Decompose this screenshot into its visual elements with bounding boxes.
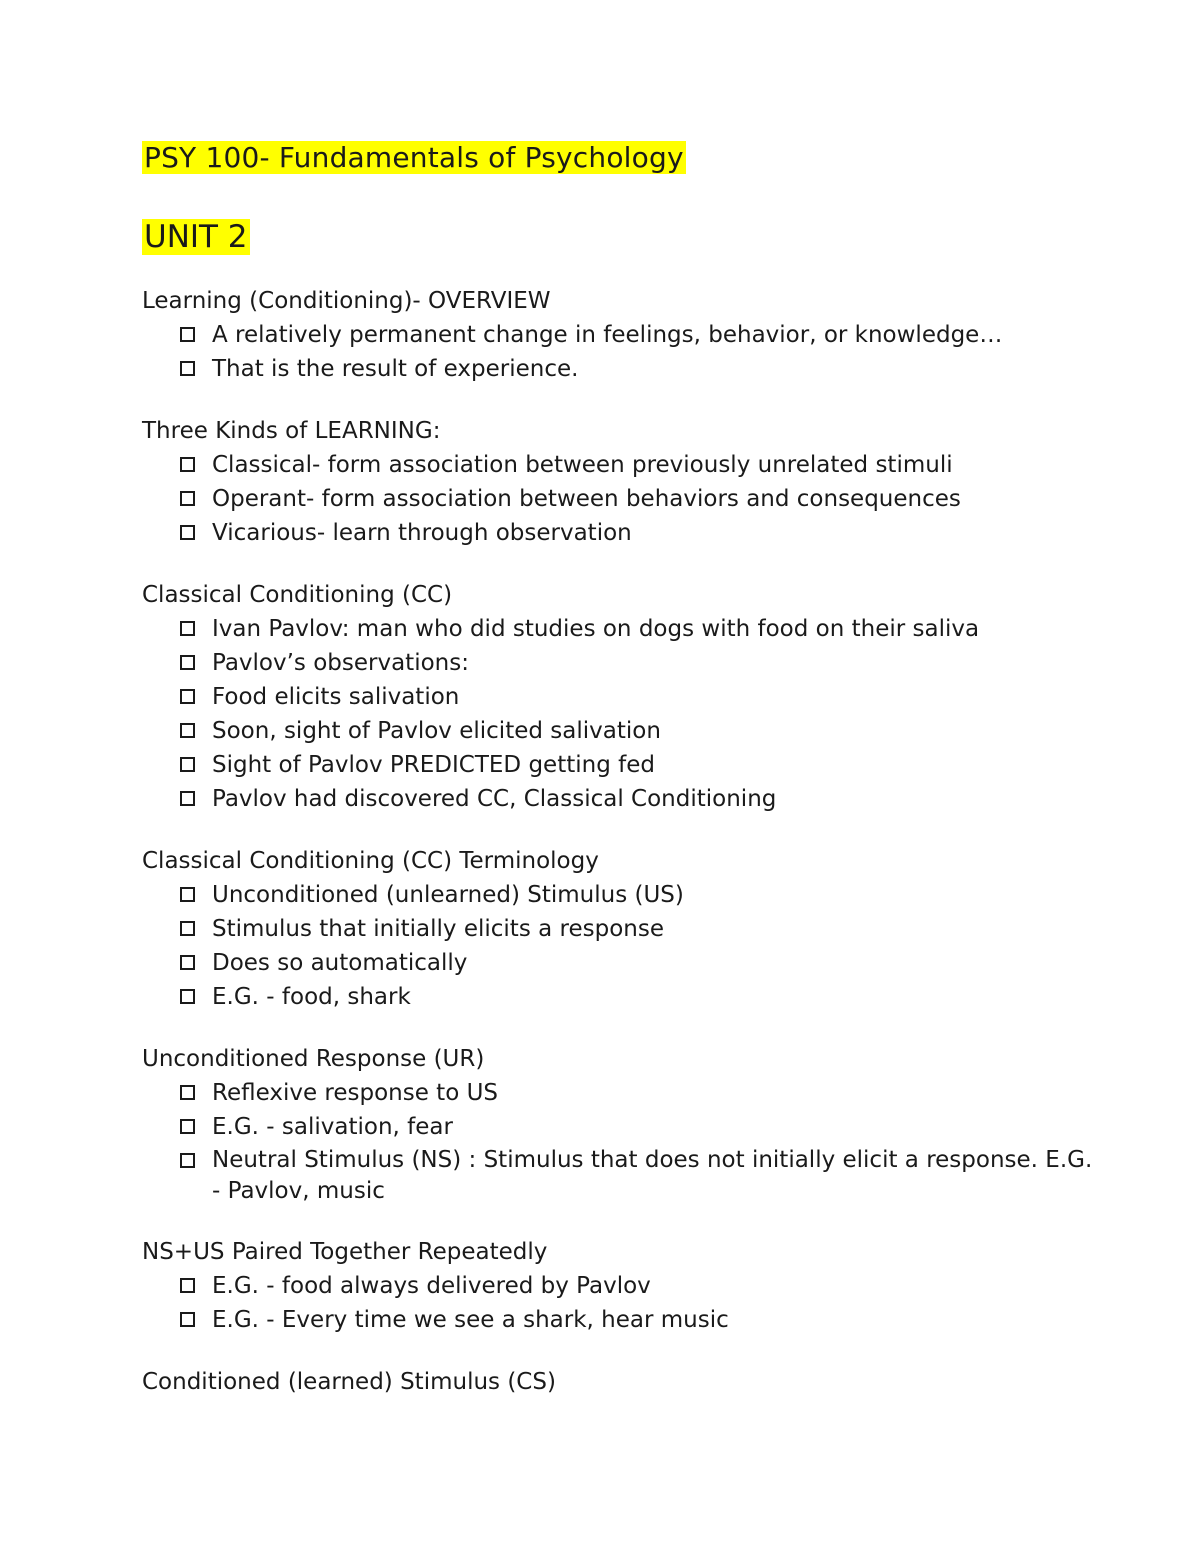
list-item-text: Pavlov’s observations: — [212, 650, 469, 676]
list-item-text: Stimulus that initially elicits a response — [212, 916, 664, 942]
list-item-text: Sight of Pavlov PREDICTED getting fed — [212, 752, 655, 778]
list-item — [180, 878, 1102, 912]
title-highlight: PSY 100- Fundamentals of Psychology — [144, 141, 684, 174]
empty-checkbox-icon — [180, 887, 195, 902]
list-item — [180, 482, 1102, 516]
unit-heading — [142, 216, 1102, 258]
list-item — [180, 1269, 1102, 1303]
empty-checkbox-icon — [180, 1153, 195, 1168]
empty-checkbox-icon — [180, 1278, 195, 1293]
empty-checkbox-icon — [180, 491, 195, 506]
section-heading: Learning (Conditioning)- OVERVIEW — [142, 288, 551, 314]
section-heading: Unconditioned Response (UR) — [142, 1046, 485, 1072]
list-item-text: That is the result of experience. — [212, 356, 579, 382]
section-ns-us-paired — [142, 1235, 1102, 1337]
section-heading: Three Kinds of LEARNING: — [142, 418, 441, 444]
empty-checkbox-icon — [180, 955, 195, 970]
empty-checkbox-icon — [180, 361, 195, 376]
list-item — [180, 1076, 1102, 1110]
section-cc-terminology — [142, 844, 1102, 1014]
checklist — [142, 318, 1102, 386]
list-item — [180, 680, 1102, 714]
list-item-text: Does so automatically — [212, 950, 468, 976]
section-classical-conditioning — [142, 578, 1102, 816]
list-item — [180, 612, 1102, 646]
list-item-text: Unconditioned (unlearned) Stimulus (US) — [212, 882, 684, 908]
empty-checkbox-icon — [180, 621, 195, 636]
empty-checkbox-icon — [180, 457, 195, 472]
empty-checkbox-icon — [180, 791, 195, 806]
list-item — [180, 646, 1102, 680]
list-item-text: Vicarious- learn through observation — [212, 520, 632, 546]
section-three-kinds — [142, 414, 1102, 550]
empty-checkbox-icon — [180, 1085, 195, 1100]
empty-checkbox-icon — [180, 921, 195, 936]
list-item — [180, 1144, 1102, 1207]
list-item-text: Neutral Stimulus (NS) : Stimulus that does not initially elicit a response. E.G. - Pavlov, music — [212, 1147, 1093, 1204]
list-item-text: E.G. - Every time we see a shark, hear music — [212, 1307, 729, 1333]
list-item — [180, 516, 1102, 550]
list-item — [180, 912, 1102, 946]
list-item — [180, 980, 1102, 1014]
document-content — [142, 138, 1102, 1399]
list-item-text: Classical- form association between previously unrelated stimuli — [212, 452, 953, 478]
list-item — [180, 782, 1102, 816]
section-learning-overview — [142, 284, 1102, 386]
list-item-text: E.G. - food, shark — [212, 984, 411, 1010]
list-item-text: E.G. - food always delivered by Pavlov — [212, 1273, 651, 1299]
empty-checkbox-icon — [180, 989, 195, 1004]
list-item-text: Ivan Pavlov: man who did studies on dogs with food on their saliva — [212, 616, 980, 642]
empty-checkbox-icon — [180, 655, 195, 670]
list-item-text: Pavlov had discovered CC, Classical Conditioning — [212, 786, 777, 812]
list-item-text: Food elicits salivation — [212, 684, 460, 710]
list-item-text: Operant- form association between behaviors and consequences — [212, 486, 961, 512]
list-item — [180, 352, 1102, 386]
section-heading: Conditioned (learned) Stimulus (CS) — [142, 1369, 556, 1395]
empty-checkbox-icon — [180, 689, 195, 704]
empty-checkbox-icon — [180, 757, 195, 772]
unit-highlight: UNIT 2 — [144, 219, 248, 255]
section-unconditioned-response — [142, 1042, 1102, 1207]
list-item — [180, 748, 1102, 782]
section-heading: NS+US Paired Together Repeatedly — [142, 1239, 548, 1265]
section-heading: Classical Conditioning (CC) — [142, 582, 453, 608]
list-item-text: E.G. - salivation, fear — [212, 1114, 453, 1140]
section-conditioned-stimulus — [142, 1365, 1102, 1399]
list-item — [180, 714, 1102, 748]
checklist — [142, 612, 1102, 816]
checklist — [142, 1269, 1102, 1337]
list-item — [180, 318, 1102, 352]
document-title — [142, 138, 1102, 178]
list-item — [180, 946, 1102, 980]
list-item — [180, 1303, 1102, 1337]
list-item — [180, 1110, 1102, 1144]
empty-checkbox-icon — [180, 525, 195, 540]
empty-checkbox-icon — [180, 1312, 195, 1327]
empty-checkbox-icon — [180, 1119, 195, 1134]
list-item-text: A relatively permanent change in feelings, behavior, or knowledge… — [212, 322, 1003, 348]
list-item-text: Soon, sight of Pavlov elicited salivation — [212, 718, 661, 744]
empty-checkbox-icon — [180, 723, 195, 738]
section-heading: Classical Conditioning (CC) Terminology — [142, 848, 599, 874]
checklist — [142, 878, 1102, 1014]
list-item-text: Reflexive response to US — [212, 1080, 499, 1106]
checklist — [142, 1076, 1102, 1207]
empty-checkbox-icon — [180, 327, 195, 342]
checklist — [142, 448, 1102, 550]
list-item — [180, 448, 1102, 482]
